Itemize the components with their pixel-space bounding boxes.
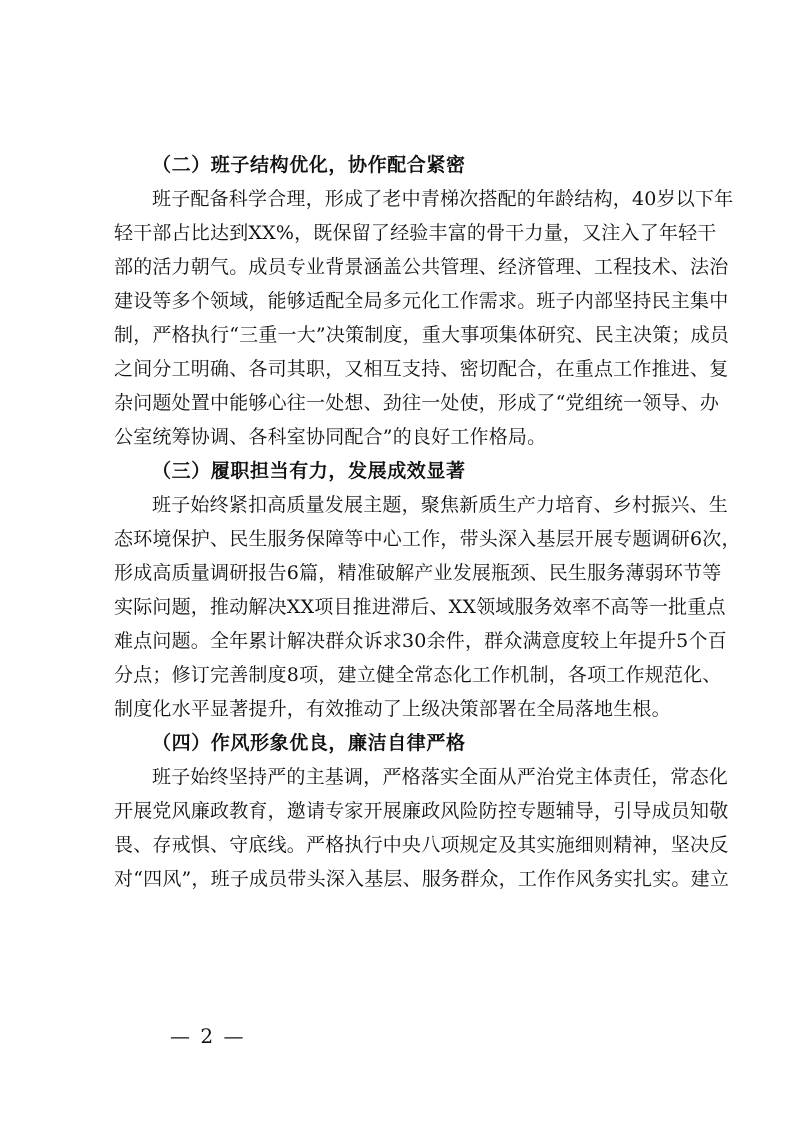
section-paragraph-3 xyxy=(114,488,741,726)
section-heading-2: （二）班子结构优化，协作配合紧密 xyxy=(152,154,466,176)
paragraph-line: 难点问题。全年累计解决群众诉求30余件，群众满意度较上年提升5个百 xyxy=(114,630,727,652)
section-heading-3: （三）履职担当有力，发展成效显著 xyxy=(152,460,466,482)
paragraph-line: 制，严格执行“三重一大”决策制度，重大事项集体研究、民主决策；成员 xyxy=(114,324,730,346)
paragraph-line: 公室统筹协调、各科室协同配合”的良好工作格局。 xyxy=(114,426,547,448)
paragraph-line: 之间分工明确、各司其职，又相互支持、密切配合，在重点工作推进、复 xyxy=(114,358,729,380)
paragraph-line: 分点；修订完善制度8项，建立健全常态化工作机制，各项工作规范化、 xyxy=(114,664,722,686)
section-heading-4: （四）作风形象优良，廉洁自律严格 xyxy=(152,732,466,754)
paragraph-line: 制度化水平显著提升，有效推动了上级决策部署在全局落地生根。 xyxy=(114,698,671,720)
paragraph-line: 班子始终紧扣高质量发展主题，聚焦新质生产力培育、乡村振兴、生 xyxy=(152,494,729,516)
paragraph-line: 实际问题，推动解决XX项目推进滞后、XX领域服务效率不高等一批重点 xyxy=(114,596,726,618)
paragraph-line: 建设等多个领域，能够适配全局多元化工作需求。班子内部坚持民主集中 xyxy=(114,290,729,312)
section-paragraph-4 xyxy=(114,760,730,896)
paragraph-line: 开展党风廉政教育，邀请专家开展廉政风险防控专题辅导，引导成员知敬 xyxy=(114,800,729,822)
paragraph-line: 班子配备科学合理，形成了老中青梯次搭配的年龄结构，40岁以下年 xyxy=(152,188,734,210)
paragraph-line: 轻干部占比达到XX%，既保留了经验丰富的骨干力量，又注入了年轻干 xyxy=(114,222,717,244)
document-body xyxy=(114,148,741,896)
page-number: — 2 — xyxy=(170,1024,246,1048)
paragraph-line: 杂问题处置中能够心往一处想、劲往一处使，形成了“党组统一领导、办 xyxy=(114,392,720,414)
paragraph-line: 班子始终坚持严的主基调，严格落实全面从严治党主体责任，常态化 xyxy=(152,766,729,788)
paragraph-line: 态环境保护、民生服务保障等中心工作，带头深入基层开展专题调研6次， xyxy=(114,528,741,550)
paragraph-line: 形成高质量调研报告6篇，精准破解产业发展瓶颈、民生服务薄弱环节等 xyxy=(114,562,722,584)
paragraph-line: 对“四风”，班子成员带头深入基层、服务群众，工作作风务实扎实。建立 xyxy=(114,868,730,890)
paragraph-line: 部的活力朝气。成员专业背景涵盖公共管理、经济管理、工程技术、法治 xyxy=(114,256,729,278)
section-paragraph-2 xyxy=(114,182,734,454)
paragraph-line: 畏、存戒惧、守底线。严格执行中央八项规定及其实施细则精神，坚决反 xyxy=(114,834,729,856)
